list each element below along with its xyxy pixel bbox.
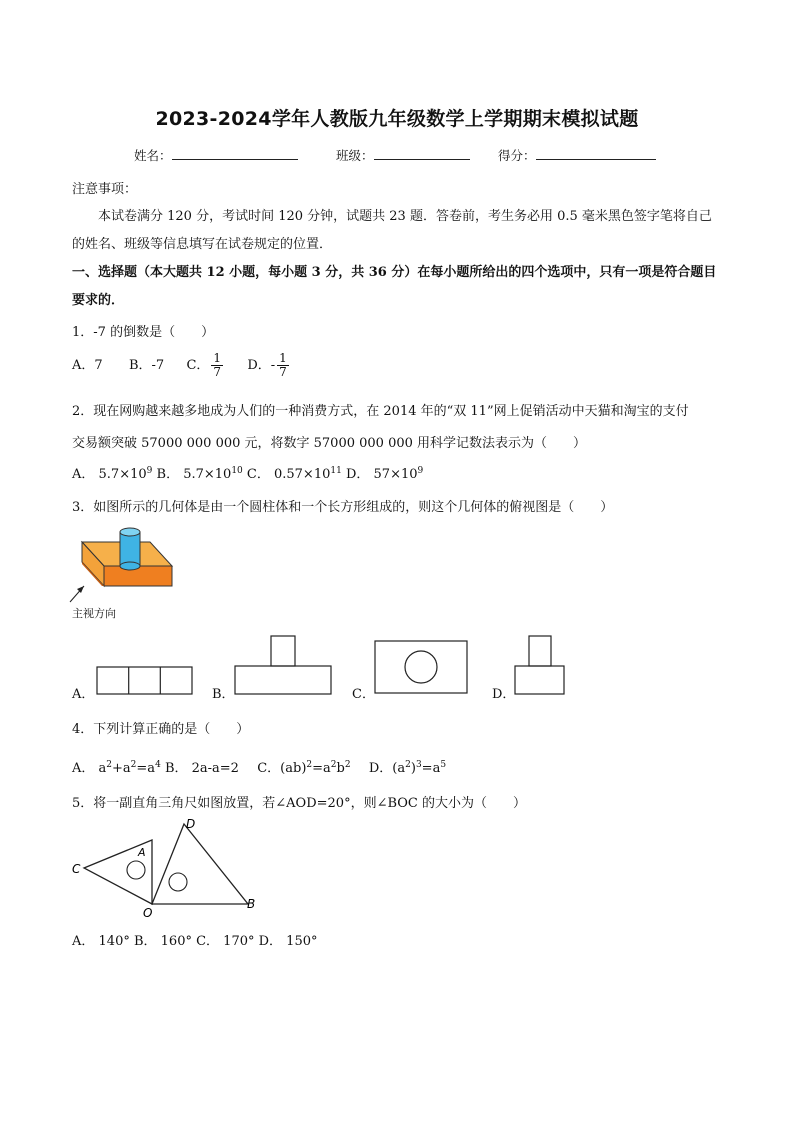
- point-c-label: C: [72, 862, 81, 876]
- score-label: 得分：: [498, 148, 536, 163]
- q1-c-prefix: C．: [186, 358, 210, 373]
- q1-c-fraction: [211, 352, 223, 379]
- name-label: 姓名：: [134, 148, 172, 163]
- ruler-right: [152, 824, 248, 904]
- view-arrow-head: [77, 586, 84, 593]
- question-4-options: [72, 757, 446, 776]
- q4-a-exp1: 2: [106, 760, 113, 770]
- score-blank[interactable]: [536, 148, 656, 160]
- q4-option-d[interactable]: [369, 761, 446, 776]
- q3c-rect: [375, 641, 467, 693]
- q4-c-exp3: 2: [344, 760, 351, 770]
- q4-c-part3: b: [336, 761, 345, 776]
- q4-d-part1: D．(a: [368, 761, 406, 776]
- cylinder-body: [120, 532, 140, 566]
- q1-option-b[interactable]: B．-7: [128, 358, 165, 373]
- q4-option-c[interactable]: [257, 761, 350, 776]
- q4-a-part2: +a: [112, 761, 131, 776]
- q2-c-base: C． 0.57×10: [246, 467, 331, 482]
- q2-option-a[interactable]: [72, 467, 152, 482]
- class-blank[interactable]: [374, 148, 470, 160]
- q1-d-fraction: [277, 352, 289, 379]
- q4-a-exp3: 4: [155, 760, 161, 770]
- cylinder-top: [120, 528, 140, 536]
- point-a-label: A: [138, 846, 146, 859]
- q2-option-d[interactable]: [346, 467, 423, 482]
- q2-c-exp: 11: [330, 466, 342, 476]
- q4-c-part2: =a: [312, 761, 331, 776]
- q3a-rect: [97, 667, 192, 694]
- q3d-top-rect: [529, 636, 551, 666]
- view-direction-label: 主视方向: [72, 607, 116, 620]
- q2-option-b[interactable]: [157, 467, 243, 482]
- q3-option-c-label[interactable]: C．: [352, 687, 375, 702]
- q1-option-d[interactable]: [247, 351, 290, 379]
- ruler-right-hole: [169, 873, 187, 891]
- question-1-options: [72, 352, 291, 380]
- question-2-line2: 交易额突破 57000 000 000 元，将数字 57000 000 000 用科学记数法表示为（ ）: [72, 436, 587, 451]
- q1-d-num: 1: [279, 351, 287, 365]
- q3d-base-rect: [515, 666, 564, 694]
- question-4-stem: 4．下列计算正确的是（ ）: [72, 722, 250, 737]
- question-5-stem: 5．将一副直角三角尺如图放置，若∠AOD=20°，则∠BOC 的大小为（ ）: [72, 796, 526, 811]
- q1-option-c[interactable]: [186, 351, 225, 379]
- ruler-left-hole: [127, 861, 145, 879]
- q1-c-num: 1: [213, 351, 222, 365]
- q2-d-exp: 9: [417, 466, 424, 476]
- q3c-circle: [405, 651, 437, 683]
- q3-option-d-figure[interactable]: [514, 635, 566, 696]
- q2-b-base: B． 5.7×10: [156, 467, 232, 482]
- question-5-options[interactable]: A． 140° B． 160° C． 170° D． 150°: [72, 934, 318, 949]
- question-3-stem: 3．如图所示的几何体是由一个圆柱体和一个长方形组成的，则这个几何体的俯视图是（ ）: [72, 500, 614, 515]
- q4-c-part1: C．(ab): [257, 761, 307, 776]
- name-field[interactable]: [134, 146, 298, 164]
- score-field[interactable]: [498, 146, 656, 164]
- point-b-label: B: [247, 897, 256, 911]
- q3-option-c-figure[interactable]: [374, 640, 470, 695]
- q3-option-a-figure[interactable]: [96, 666, 194, 696]
- q3-option-b-figure[interactable]: [234, 635, 334, 696]
- q4-d-part2: ): [410, 761, 416, 776]
- q4-a-part3: =a: [136, 761, 156, 776]
- question-1-stem: 1．-7 的倒数是（ ）: [72, 325, 215, 340]
- q4-d-exp1: 2: [405, 760, 411, 770]
- q4-d-part3: =a: [421, 761, 441, 776]
- section-heading: 一、选择题（本大题共 12 小题，每小题 3 分，共 36 分）在每小题所给出的四个选项中，只有一项是符合题目要求的．: [72, 265, 717, 308]
- notice-heading: 注意事项：: [72, 182, 138, 197]
- q2-option-c[interactable]: [247, 467, 342, 482]
- question-2-line1: 2．现在网购越来越多地成为人们的一种消费方式，在 2014 年的“双 11”网上促销活动中天猫和淘宝的支付: [72, 404, 689, 419]
- point-d-label: D: [186, 817, 196, 831]
- q1-option-a[interactable]: A．7: [72, 358, 103, 373]
- q4-d-exp3: 5: [440, 760, 447, 770]
- q3-option-b-label[interactable]: B．: [212, 687, 235, 702]
- q2-a-exp: 9: [146, 466, 153, 476]
- q3b-base-rect: [235, 666, 331, 694]
- q4-option-a[interactable]: [72, 761, 161, 776]
- q4-option-b[interactable]: B． 2a-a=2: [164, 761, 239, 776]
- q3b-top-rect: [271, 636, 295, 666]
- q4-a-part1: A． a: [72, 761, 107, 776]
- page-title: 2023-2024学年人教版九年级数学上学期期末模拟试题: [155, 108, 639, 130]
- triangle-figure: [66, 814, 266, 922]
- q2-a-base: A． 5.7×10: [72, 467, 147, 482]
- q4-c-exp1: 2: [306, 760, 313, 770]
- q3-option-a-label[interactable]: A．: [72, 687, 95, 702]
- q2-b-exp: 10: [231, 466, 243, 476]
- point-o-label: O: [143, 906, 153, 920]
- q1-d-den: 7: [279, 365, 287, 379]
- q4-a-exp2: 2: [130, 760, 137, 770]
- q3-option-d-label[interactable]: D．: [492, 687, 516, 702]
- q4-c-exp2: 2: [330, 760, 337, 770]
- class-field[interactable]: [336, 146, 470, 164]
- notice-body: 本试卷满分 120 分，考试时间 120 分钟，试题共 23 题．答卷前，考生务必用 0.5 毫米黑色签字笔将自己的姓名、班级等信息填写在试卷规定的位置．: [72, 209, 712, 252]
- block-front: [104, 566, 172, 586]
- cylinder-base: [120, 562, 140, 570]
- q1-c-den: 7: [213, 365, 222, 379]
- question-2-options: [72, 463, 423, 482]
- q1-d-prefix: D．-: [247, 358, 276, 373]
- q2-d-base: D． 57×10: [345, 467, 418, 482]
- q4-d-exp2: 3: [415, 760, 422, 770]
- name-blank[interactable]: [172, 148, 298, 160]
- class-label: 班级：: [336, 148, 374, 163]
